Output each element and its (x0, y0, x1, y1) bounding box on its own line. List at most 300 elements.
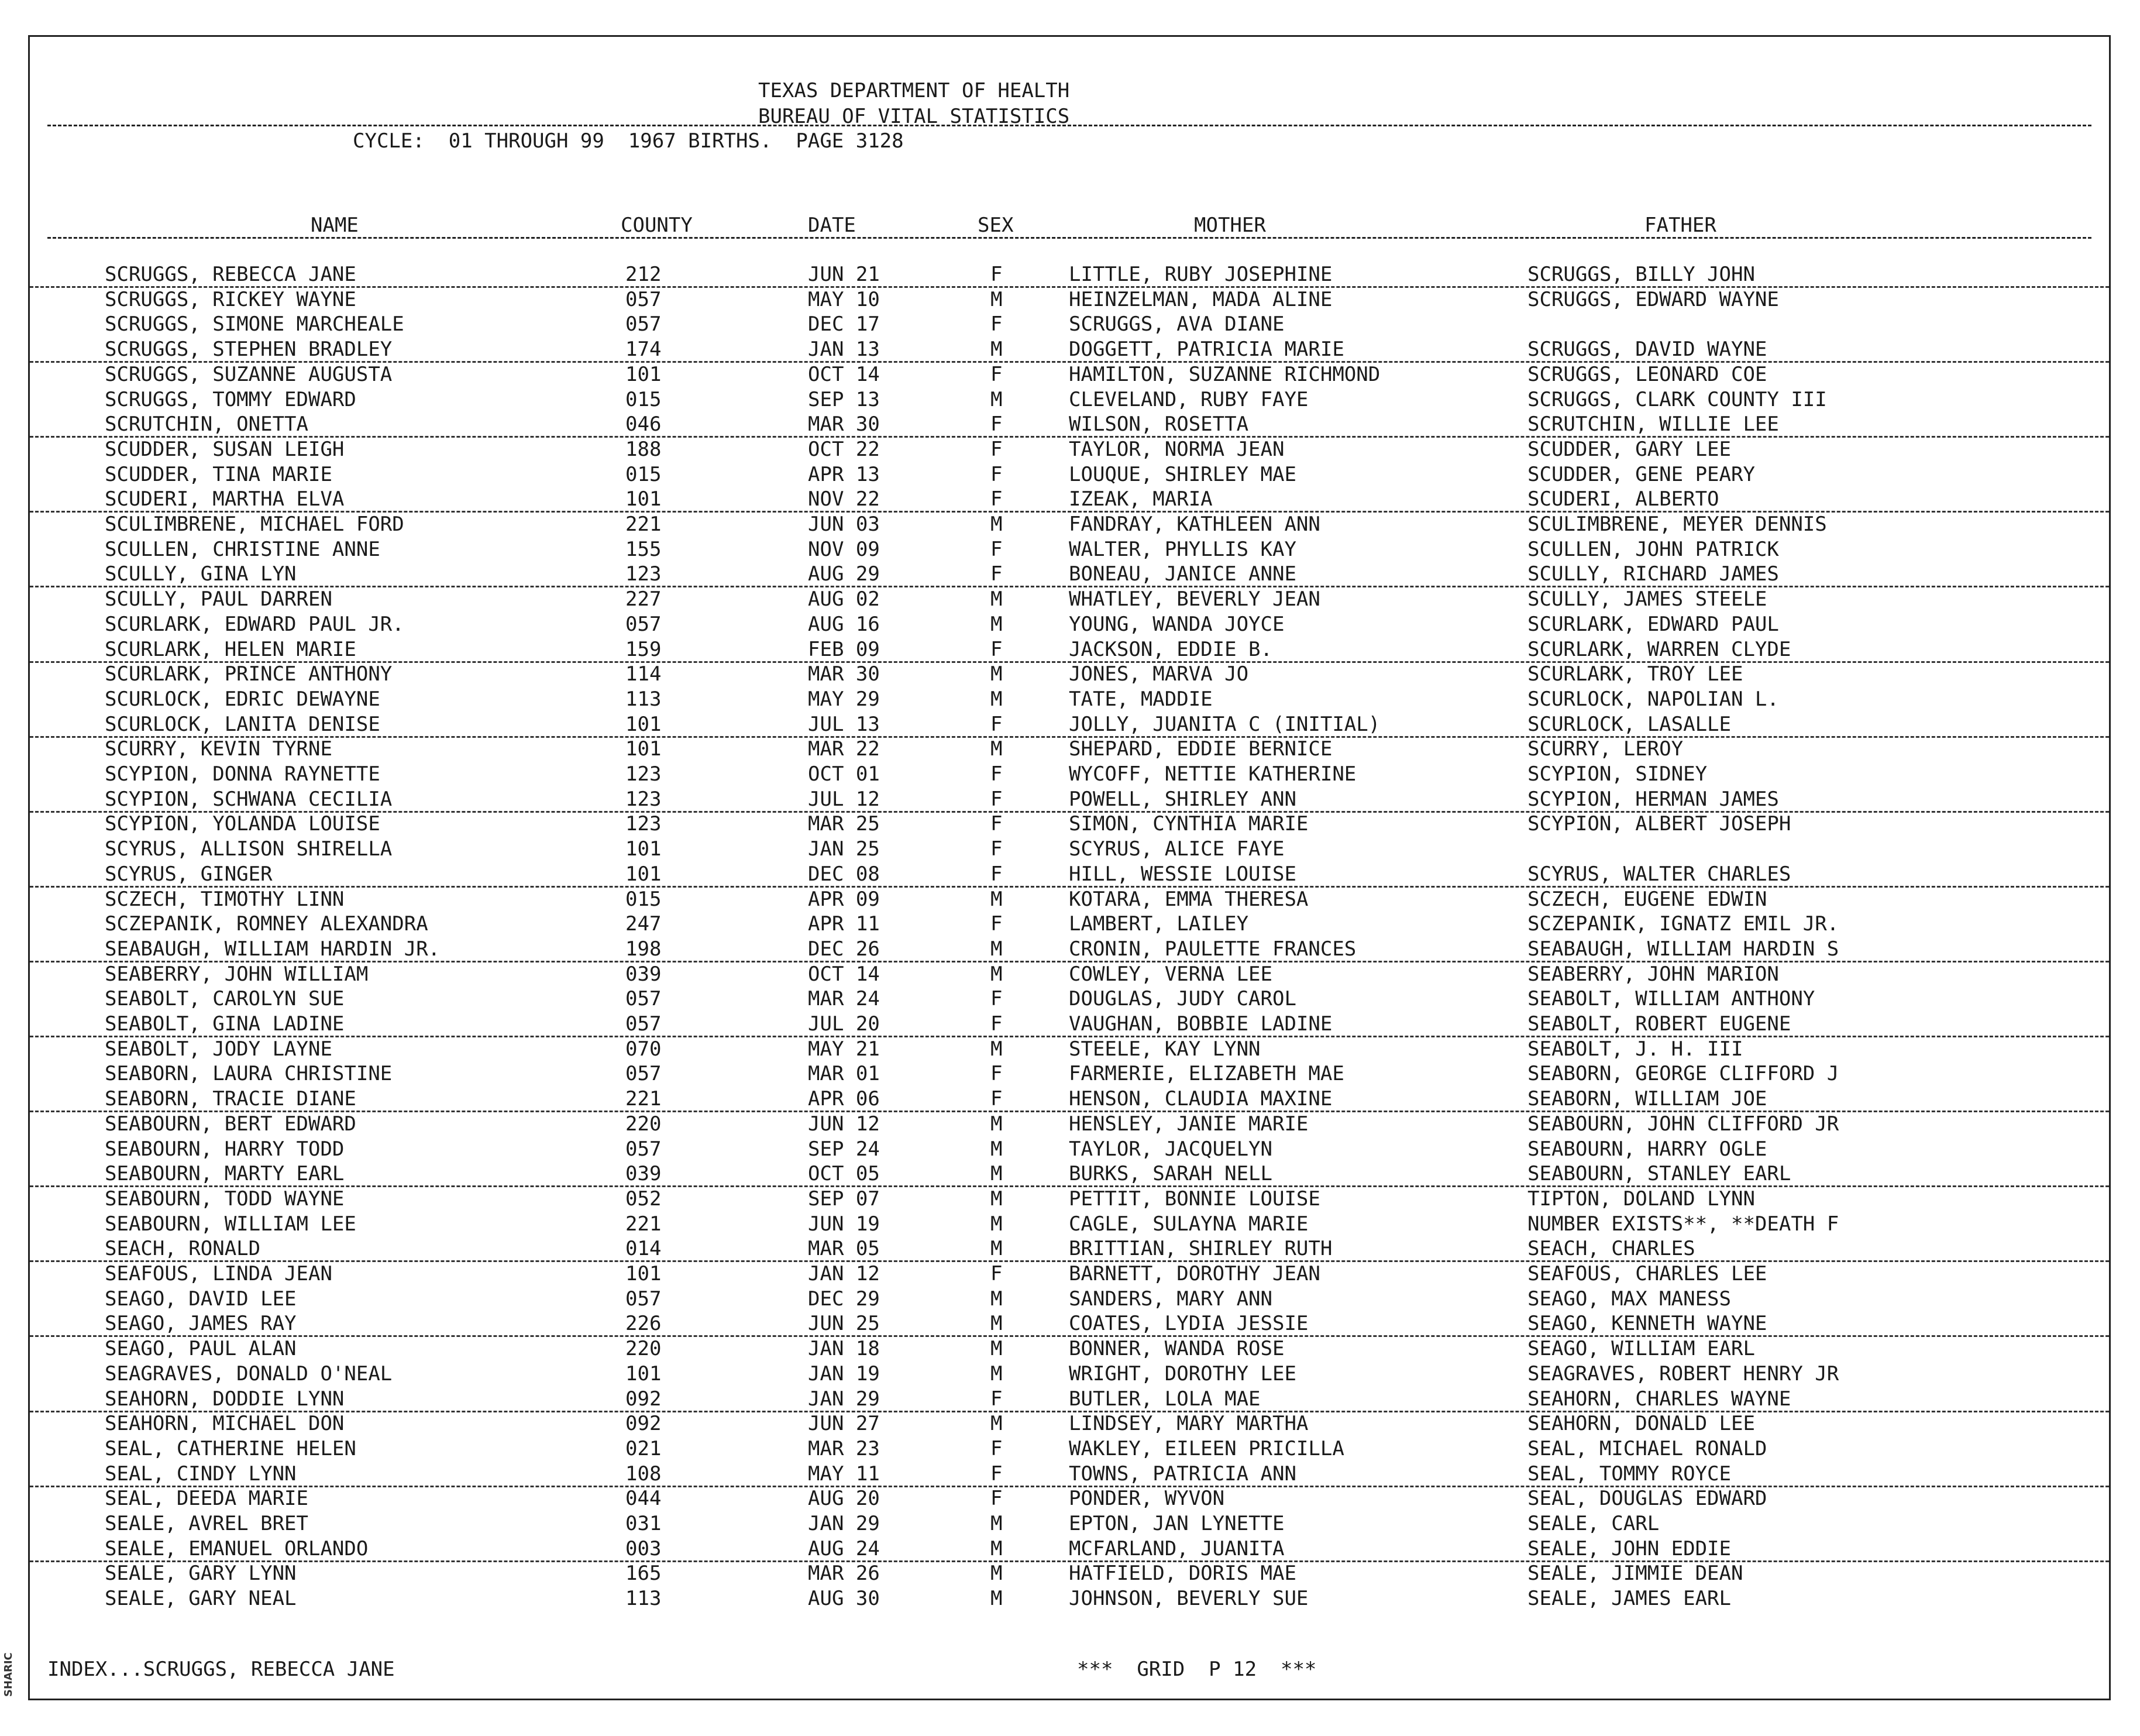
record-date: JUN 21 (808, 263, 880, 286)
record-father: SCYPION, SIDNEY (1527, 762, 1708, 786)
record-father: SEAGO, MAX MANESS (1527, 1287, 1731, 1311)
record-county: 101 (625, 712, 662, 736)
record-sex: M (990, 1412, 1003, 1436)
record-mother: CLEVELAND, RUBY FAYE (1069, 387, 1309, 411)
record-father: SEABORN, GEORGE CLIFFORD J (1527, 1062, 1839, 1086)
record-date: AUG 20 (808, 1487, 880, 1511)
record-sex: F (990, 1436, 1003, 1460)
record-father: SEABOURN, JOHN CLIFFORD JR (1527, 1112, 1839, 1136)
record-name: SCULLEN, CHRISTINE ANNE (105, 537, 380, 561)
record-county: 031 (625, 1512, 662, 1535)
record-row (30, 1362, 2109, 1387)
record-name: SEACH, RONALD (105, 1237, 261, 1261)
record-row (30, 1537, 2109, 1562)
record-sex: F (990, 537, 1003, 561)
record-date: OCT 22 (808, 437, 880, 461)
record-row (30, 1262, 2109, 1287)
record-sex: M (990, 287, 1003, 311)
record-sex: F (990, 1387, 1003, 1411)
record-father: SCUDDER, GARY LEE (1527, 437, 1731, 461)
record-sex: M (990, 612, 1003, 636)
record-row (30, 937, 2109, 962)
record-row (30, 662, 2109, 687)
record-mother: WALTER, PHYLLIS KAY (1069, 537, 1296, 561)
record-date: APR 09 (808, 887, 880, 911)
record-date: DEC 08 (808, 862, 880, 886)
record-father: SEAL, MICHAEL RONALD (1527, 1436, 1767, 1460)
record-sex: M (990, 962, 1003, 986)
record-name: SCULLY, PAUL DARREN (105, 587, 332, 611)
record-father: SCRUGGS, EDWARD WAYNE (1527, 287, 1779, 311)
record-sex: F (990, 437, 1003, 461)
record-row (30, 513, 2109, 538)
record-sex: F (990, 1062, 1003, 1086)
record-row (30, 1137, 2109, 1163)
record-county: 123 (625, 812, 662, 836)
record-mother: HENSON, CLAUDIA MAXINE (1069, 1087, 1333, 1111)
record-county: 057 (625, 1287, 662, 1311)
record-name: SEALE, AVREL BRET (105, 1512, 308, 1535)
record-father: SEAFOUS, CHARLES LEE (1527, 1262, 1767, 1285)
record-name: SCRUGGS, RICKEY WAYNE (105, 287, 356, 311)
record-mother: TOWNS, PATRICIA ANN (1069, 1462, 1296, 1486)
record-mother: HEINZELMAN, MADA ALINE (1069, 287, 1333, 311)
column-header-sex: SEX (978, 214, 1014, 237)
agency-title: TEXAS DEPARTMENT OF HEALTH (758, 79, 1070, 102)
record-father: SEAHORN, DONALD LEE (1527, 1412, 1755, 1436)
record-name: SCRUTCHIN, ONETTA (105, 412, 308, 436)
record-row (30, 312, 2109, 338)
record-father: SCRUGGS, CLARK COUNTY III (1527, 387, 1827, 411)
record-county: 123 (625, 562, 662, 586)
record-mother: BRITTIAN, SHIRLEY RUTH (1069, 1237, 1333, 1261)
record-name: SCRUGGS, STEPHEN BRADLEY (105, 338, 393, 362)
record-father: SEAL, DOUGLAS EDWARD (1527, 1487, 1767, 1511)
record-name: SCZECH, TIMOTHY LINN (105, 887, 345, 911)
record-date: JUN 27 (808, 1412, 880, 1436)
record-mother: DOUGLAS, JUDY CAROL (1069, 987, 1296, 1011)
record-county: 221 (625, 1212, 662, 1236)
record-father: SCRUTCHIN, WILLIE LEE (1527, 412, 1779, 436)
record-mother: CRONIN, PAULETTE FRANCES (1069, 937, 1357, 961)
record-date: JUN 19 (808, 1212, 880, 1236)
record-sex: F (990, 562, 1003, 586)
record-sex: F (990, 1012, 1003, 1036)
record-mother: SCRUGGS, AVA DIANE (1069, 312, 1285, 336)
record-date: APR 13 (808, 462, 880, 486)
record-father: SCUDERI, ALBERTO (1527, 487, 1719, 511)
record-mother: LINDSEY, MARY MARTHA (1069, 1412, 1309, 1436)
record-father: SEABOLT, WILLIAM ANTHONY (1527, 987, 1815, 1011)
record-date: FEB 09 (808, 637, 880, 661)
record-date: NOV 22 (808, 487, 880, 511)
record-row (30, 713, 2109, 738)
record-father: SEAHORN, CHARLES WAYNE (1527, 1387, 1791, 1411)
record-row (30, 862, 2109, 888)
record-row (30, 762, 2109, 788)
record-mother: IZEAK, MARIA (1069, 487, 1213, 511)
record-date: MAR 25 (808, 812, 880, 836)
record-row (30, 1487, 2109, 1512)
record-row (30, 687, 2109, 713)
record-sex: F (990, 837, 1003, 861)
record-name: SCURLOCK, LANITA DENISE (105, 712, 380, 736)
record-row (30, 538, 2109, 563)
record-date: JUL 13 (808, 712, 880, 736)
record-mother: JOHNSON, BEVERLY SUE (1069, 1587, 1309, 1611)
record-sex: M (990, 1536, 1003, 1560)
record-father: SCZEPANIK, IGNATZ EMIL JR. (1527, 912, 1839, 936)
record-mother: LAMBERT, LAILEY (1069, 912, 1249, 936)
record-name: SEAL, CINDY LYNN (105, 1462, 297, 1486)
record-county: 052 (625, 1187, 662, 1211)
record-mother: HENSLEY, JANIE MARIE (1069, 1112, 1309, 1136)
record-mother: FANDRAY, KATHLEEN ANN (1069, 513, 1320, 536)
record-date: OCT 01 (808, 762, 880, 786)
record-date: APR 06 (808, 1087, 880, 1111)
record-father: SEABORN, WILLIAM JOE (1527, 1087, 1767, 1111)
record-row (30, 1187, 2109, 1212)
record-sex: F (990, 263, 1003, 286)
index-footer: INDEX...SCRUGGS, REBECCA JANE (47, 1658, 395, 1681)
record-date: SEP 24 (808, 1137, 880, 1161)
record-father: SCRUGGS, BILLY JOHN (1527, 263, 1755, 286)
record-county: 015 (625, 887, 662, 911)
record-date: MAY 10 (808, 287, 880, 311)
record-row (30, 263, 2109, 288)
record-father: SCURLARK, TROY LEE (1527, 662, 1743, 686)
record-date: JAN 13 (808, 338, 880, 362)
record-county: 113 (625, 687, 662, 711)
record-date: SEP 13 (808, 387, 880, 411)
record-father: SEALE, JOHN EDDIE (1527, 1536, 1731, 1560)
record-date: MAY 11 (808, 1462, 880, 1486)
record-name: SEAGRAVES, DONALD O'NEAL (105, 1362, 393, 1386)
record-row (30, 1087, 2109, 1112)
record-county: 101 (625, 362, 662, 386)
record-date: MAR 22 (808, 737, 880, 761)
record-county: 198 (625, 937, 662, 961)
record-mother: KOTARA, EMMA THERESA (1069, 887, 1309, 911)
record-row (30, 1512, 2109, 1537)
record-row (30, 1587, 2109, 1612)
record-mother: SIMON, CYNTHIA MARIE (1069, 812, 1309, 836)
record-name: SEAL, CATHERINE HELEN (105, 1436, 356, 1460)
record-mother: COATES, LYDIA JESSIE (1069, 1312, 1309, 1336)
record-row (30, 1287, 2109, 1312)
record-father: SEABOURN, STANLEY EARL (1527, 1162, 1791, 1186)
record-row (30, 288, 2109, 313)
record-mother: EPTON, JAN LYNETTE (1069, 1512, 1285, 1535)
record-row (30, 638, 2109, 663)
record-sex: F (990, 1462, 1003, 1486)
record-father: SCURLOCK, LASALLE (1527, 712, 1731, 736)
record-name: SCULIMBRENE, MICHAEL FORD (105, 513, 404, 536)
record-sex: F (990, 462, 1003, 486)
record-name: SEALE, GARY LYNN (105, 1562, 297, 1586)
record-mother: BONNER, WANDA ROSE (1069, 1337, 1285, 1361)
record-name: SCYRUS, ALLISON SHIRELLA (105, 837, 393, 861)
record-mother: STEELE, KAY LYNN (1069, 1037, 1261, 1061)
record-sex: M (990, 338, 1003, 362)
record-date: JUN 25 (808, 1312, 880, 1336)
record-row (30, 962, 2109, 988)
record-sex: F (990, 712, 1003, 736)
record-name: SCYPION, DONNA RAYNETTE (105, 762, 380, 786)
record-date: DEC 29 (808, 1287, 880, 1311)
record-sex: F (990, 987, 1003, 1011)
record-county: 212 (625, 263, 662, 286)
record-county: 039 (625, 1162, 662, 1186)
record-sex: M (990, 1287, 1003, 1311)
record-mother: PETTIT, BONNIE LOUISE (1069, 1187, 1320, 1211)
record-sex: F (990, 1087, 1003, 1111)
record-county: 174 (625, 338, 662, 362)
side-stamp: SHARIC (2, 1652, 15, 1697)
record-county: 227 (625, 587, 662, 611)
record-father: TIPTON, DOLAND LYNN (1527, 1187, 1755, 1211)
record-father: SEALE, CARL (1527, 1512, 1660, 1535)
record-date: MAR 30 (808, 662, 880, 686)
record-name: SCUDDER, TINA MARIE (105, 462, 332, 486)
record-row (30, 1437, 2109, 1462)
record-father: SCRUGGS, DAVID WAYNE (1527, 338, 1767, 362)
record-father: SEAGRAVES, ROBERT HENRY JR (1527, 1362, 1839, 1386)
record-father: SEAGO, KENNETH WAYNE (1527, 1312, 1767, 1336)
record-mother: CAGLE, SULAYNA MARIE (1069, 1212, 1309, 1236)
record-row (30, 1462, 2109, 1487)
record-county: 113 (625, 1587, 662, 1611)
record-name: SEABOLT, GINA LADINE (105, 1012, 345, 1036)
record-father: SCURLOCK, NAPOLIAN L. (1527, 687, 1779, 711)
record-county: 057 (625, 987, 662, 1011)
record-row (30, 1237, 2109, 1262)
record-name: SEAHORN, MICHAEL DON (105, 1412, 345, 1436)
record-name: SEALE, GARY NEAL (105, 1587, 297, 1611)
record-date: JAN 18 (808, 1337, 880, 1361)
record-county: 057 (625, 287, 662, 311)
record-county: 092 (625, 1387, 662, 1411)
record-mother: BURKS, SARAH NELL (1069, 1162, 1272, 1186)
record-sex: F (990, 912, 1003, 936)
record-mother: SHEPARD, EDDIE BERNICE (1069, 737, 1333, 761)
record-father: SCULLY, JAMES STEELE (1527, 587, 1767, 611)
record-sex: F (990, 762, 1003, 786)
record-date: OCT 14 (808, 962, 880, 986)
record-date: MAR 23 (808, 1436, 880, 1460)
record-mother: BUTLER, LOLA MAE (1069, 1387, 1261, 1411)
record-row (30, 1162, 2109, 1187)
record-sex: F (990, 362, 1003, 386)
record-county: 226 (625, 1312, 662, 1336)
record-name: SEABOLT, JODY LAYNE (105, 1037, 332, 1061)
record-mother: WYCOFF, NETTIE KATHERINE (1069, 762, 1357, 786)
record-sex: M (990, 1362, 1003, 1386)
record-row (30, 837, 2109, 862)
record-date: AUG 16 (808, 612, 880, 636)
record-sex: M (990, 1512, 1003, 1535)
record-row (30, 412, 2109, 438)
record-county: 165 (625, 1562, 662, 1586)
record-father: SEABAUGH, WILLIAM HARDIN S (1527, 937, 1839, 961)
record-name: SEABOURN, TODD WAYNE (105, 1187, 345, 1211)
record-mother: WRIGHT, DOROTHY LEE (1069, 1362, 1296, 1386)
record-row (30, 1212, 2109, 1237)
record-father: SCULIMBRENE, MEYER DENNIS (1527, 513, 1827, 536)
record-father: SCRUGGS, LEONARD COE (1527, 362, 1767, 386)
record-mother: DOGGETT, PATRICIA MARIE (1069, 338, 1344, 362)
record-father: SCULLEN, JOHN PATRICK (1527, 537, 1779, 561)
record-county: 101 (625, 1262, 662, 1285)
record-date: OCT 14 (808, 362, 880, 386)
record-father: SEALE, JIMMIE DEAN (1527, 1562, 1743, 1586)
record-mother: HAMILTON, SUZANNE RICHMOND (1069, 362, 1381, 386)
record-mother: COWLEY, VERNA LEE (1069, 962, 1272, 986)
record-row (30, 587, 2109, 613)
record-row (30, 1312, 2109, 1337)
record-row (30, 1562, 2109, 1587)
record-date: MAR 01 (808, 1062, 880, 1086)
record-sex: M (990, 513, 1003, 536)
document-frame (28, 35, 2111, 1700)
record-mother: JOLLY, JUANITA C (INITIAL) (1069, 712, 1381, 736)
record-county: 015 (625, 462, 662, 486)
record-date: MAY 21 (808, 1037, 880, 1061)
record-county: 101 (625, 487, 662, 511)
record-sex: F (990, 862, 1003, 886)
record-name: SEABERRY, JOHN WILLIAM (105, 962, 369, 986)
record-mother: BARNETT, DOROTHY JEAN (1069, 1262, 1320, 1285)
record-date: JUL 20 (808, 1012, 880, 1036)
record-mother: TAYLOR, JACQUELYN (1069, 1137, 1272, 1161)
record-name: SCURLARK, HELEN MARIE (105, 637, 356, 661)
record-date: AUG 29 (808, 562, 880, 586)
record-row (30, 487, 2109, 513)
record-row (30, 987, 2109, 1012)
header-rule (47, 125, 2091, 126)
record-county: 003 (625, 1536, 662, 1560)
record-date: NOV 09 (808, 537, 880, 561)
record-sex: M (990, 587, 1003, 611)
record-county: 057 (625, 1012, 662, 1036)
record-mother: MCFARLAND, JUANITA (1069, 1536, 1285, 1560)
record-sex: F (990, 487, 1003, 511)
grid-footer: *** GRID P 12 *** (1077, 1658, 1317, 1681)
record-county: 221 (625, 1087, 662, 1111)
record-father: NUMBER EXISTS**, **DEATH F (1527, 1212, 1839, 1236)
record-sex: F (990, 1262, 1003, 1285)
record-mother: JACKSON, EDDIE B. (1069, 637, 1272, 661)
record-name: SEABOURN, WILLIAM LEE (105, 1212, 356, 1236)
record-date: JUN 12 (808, 1112, 880, 1136)
record-name: SCURRY, KEVIN TYRNE (105, 737, 332, 761)
record-mother: TATE, MADDIE (1069, 687, 1213, 711)
record-name: SCURLARK, EDWARD PAUL JR. (105, 612, 404, 636)
record-mother: HATFIELD, DORIS MAE (1069, 1562, 1296, 1586)
record-name: SCYRUS, GINGER (105, 862, 273, 886)
record-sex: F (990, 637, 1003, 661)
record-date: DEC 26 (808, 937, 880, 961)
record-date: AUG 30 (808, 1587, 880, 1611)
record-name: SCURLOCK, EDRIC DEWAYNE (105, 687, 380, 711)
record-name: SEABOURN, BERT EDWARD (105, 1112, 356, 1136)
column-header-rule (47, 237, 2091, 239)
record-name: SEABORN, TRACIE DIANE (105, 1087, 356, 1111)
record-date: OCT 05 (808, 1162, 880, 1186)
record-county: 014 (625, 1237, 662, 1261)
record-father: SEABERRY, JOHN MARION (1527, 962, 1779, 986)
record-sex: M (990, 1162, 1003, 1186)
record-mother: WAKLEY, EILEEN PRICILLA (1069, 1436, 1344, 1460)
record-sex: F (990, 312, 1003, 336)
record-sex: F (990, 412, 1003, 436)
record-father: SEACH, CHARLES (1527, 1237, 1695, 1261)
record-county: 057 (625, 612, 662, 636)
record-row (30, 1037, 2109, 1063)
record-mother: POWELL, SHIRLEY ANN (1069, 787, 1296, 811)
record-father: SCZECH, EUGENE EDWIN (1527, 887, 1767, 911)
record-name: SEAFOUS, LINDA JEAN (105, 1262, 332, 1285)
record-father: SEABOLT, ROBERT EUGENE (1527, 1012, 1791, 1036)
record-name: SEAL, DEEDA MARIE (105, 1487, 308, 1511)
record-mother: WHATLEY, BEVERLY JEAN (1069, 587, 1320, 611)
record-father: SEAL, TOMMY ROYCE (1527, 1462, 1731, 1486)
record-row (30, 363, 2109, 388)
record-date: JUN 03 (808, 513, 880, 536)
record-county: 070 (625, 1037, 662, 1061)
record-name: SCURLARK, PRINCE ANTHONY (105, 662, 393, 686)
record-father: SEAGO, WILLIAM EARL (1527, 1337, 1755, 1361)
record-father: SCULLY, RICHARD JAMES (1527, 562, 1779, 586)
record-mother: SANDERS, MARY ANN (1069, 1287, 1272, 1311)
record-county: 247 (625, 912, 662, 936)
record-county: 101 (625, 862, 662, 886)
record-county: 123 (625, 762, 662, 786)
record-father: SCURRY, LEROY (1527, 737, 1684, 761)
record-father: SEABOURN, HARRY OGLE (1527, 1137, 1767, 1161)
column-header-father: FATHER (1644, 214, 1716, 237)
record-mother: PONDER, WYVON (1069, 1487, 1225, 1511)
record-name: SCULLY, GINA LYN (105, 562, 297, 586)
record-sex: M (990, 1112, 1003, 1136)
record-sex: F (990, 787, 1003, 811)
record-name: SEAGO, JAMES RAY (105, 1312, 297, 1336)
record-sex: M (990, 1337, 1003, 1361)
record-name: SCRUGGS, REBECCA JANE (105, 263, 356, 286)
record-date: JUL 12 (808, 787, 880, 811)
record-father: SEALE, JAMES EARL (1527, 1587, 1731, 1611)
record-mother: SCYRUS, ALICE FAYE (1069, 837, 1285, 861)
record-row (30, 1112, 2109, 1137)
record-name: SCRUGGS, SUZANNE AUGUSTA (105, 362, 393, 386)
record-county: 021 (625, 1436, 662, 1460)
record-name: SEAGO, PAUL ALAN (105, 1337, 297, 1361)
record-mother: FARMERIE, ELIZABETH MAE (1069, 1062, 1344, 1086)
record-name: SCUDERI, MARTHA ELVA (105, 487, 345, 511)
record-county: 101 (625, 737, 662, 761)
record-date: JAN 29 (808, 1387, 880, 1411)
record-sex: F (990, 1487, 1003, 1511)
record-sex: M (990, 1312, 1003, 1336)
record-date: MAR 05 (808, 1237, 880, 1261)
record-county: 123 (625, 787, 662, 811)
record-date: JAN 29 (808, 1512, 880, 1535)
record-sex: F (990, 812, 1003, 836)
record-county: 114 (625, 662, 662, 686)
record-county: 057 (625, 312, 662, 336)
record-sex: M (990, 1562, 1003, 1586)
record-county: 155 (625, 537, 662, 561)
